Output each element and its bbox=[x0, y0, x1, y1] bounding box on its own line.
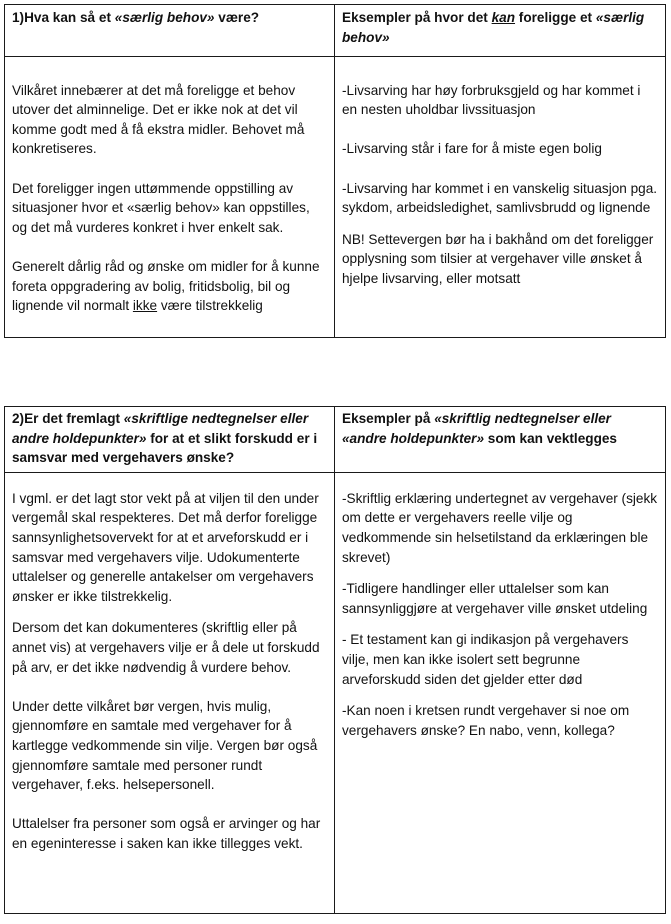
examples-2-suffix: som kan vektlegges bbox=[484, 430, 617, 446]
question-1-prefix: 1)Hva kan så et bbox=[12, 10, 115, 25]
paragraph: I vgml. er det lagt stor vekt på at viljen til den under vergemål skal respekteres. Det må derfor foreligge sannsynlighetsovervekt for at et arveforskudd er i samsvar med vergehavers vilje. Udokumenterte uttalelser og generelle antakelser om vergehavers ønsker er ikke tilstrekkelig. bbox=[12, 490, 319, 604]
paragraph-general-prefix: Generelt dårlig råd og ønske om midler for å kunne foreta oppgradering av bolig, fritidsbolig, bil og lignende vil normalt bbox=[12, 258, 320, 314]
example-item: -Livsarving har høy forbruksgjeld og har kommet i en nesten uholdbar livssituasjon bbox=[342, 82, 641, 118]
question-2-prefix: 2)Er det fremlagt bbox=[12, 411, 124, 426]
table-header-row bbox=[5, 407, 666, 473]
examples-2-body bbox=[335, 472, 666, 913]
table-body-row bbox=[5, 472, 666, 913]
table-header-row bbox=[5, 5, 666, 57]
question-1-suffix: være? bbox=[214, 10, 260, 25]
examples-1-middle: foreligge et bbox=[515, 10, 596, 25]
question-2-header bbox=[5, 407, 335, 473]
examples-1-body bbox=[335, 57, 666, 338]
note-item: NB! Settevergen bør ha i bakhånd om det foreligger opplysning som tilsier at vergehaver ville ønsket å hjelpe livsarving, eller motsatt bbox=[342, 231, 654, 286]
question-1-header bbox=[5, 5, 335, 57]
example-item: -Tidligere handlinger eller uttalelser som kan sannsynliggjøre at vergehaver ville ønsket utdeling bbox=[342, 581, 648, 616]
table-body-row bbox=[5, 57, 666, 338]
examples-1-header bbox=[335, 5, 666, 57]
table-written-records bbox=[4, 406, 666, 914]
example-item: -Skriftlig erklæring undertegnet av vergehaver (sjekk om dette er vergehavers reelle vilje og vedkommende sin helsetilstand da erklæringen ble skrevet) bbox=[342, 490, 658, 565]
paragraph: Under dette vilkåret bør vergen, hvis mulig, gjennomføre en samtale med vergehaver for å kartlegge vedkommende sin vilje. Vergen bør også gjennomføre samtale med personer rundt vergehaver, f.eks. helsepersonell. bbox=[12, 698, 318, 793]
paragraph-general bbox=[12, 257, 327, 316]
example-item: -Livsarving står i fare for å miste egen bolig bbox=[342, 141, 602, 157]
paragraph-general-suffix: være tilstrekkelig bbox=[157, 298, 263, 314]
examples-2-prefix: Eksempler på bbox=[342, 411, 435, 426]
examples-1-emphasis: «særlig behov» bbox=[342, 10, 645, 45]
paragraph-general-underlined: ikke bbox=[132, 298, 158, 314]
question-2-body bbox=[5, 472, 335, 913]
examples-1-prefix: Eksempler på hvor det bbox=[342, 10, 492, 25]
example-item: -Livsarving har kommet i en vanskelig situasjon pga. sykdom, arbeidsledighet, samlivsbrudd og lignende bbox=[342, 180, 658, 216]
examples-2-header bbox=[335, 407, 666, 473]
paragraph: Uttalelser fra personer som også er arvinger og har en egeninteresse i saken kan ikke tillegges vekt. bbox=[12, 816, 321, 851]
paragraph: Det foreligger ingen uttømmende oppstilling av situasjoner hvor et «særlig behov» kan oppstilles, og det må vurderes konkret i hver enkelt sak. bbox=[12, 180, 310, 235]
examples-1-underlined: kan bbox=[491, 10, 516, 25]
question-1-body bbox=[5, 57, 335, 338]
question-1-emphasis: «særlig behov» bbox=[114, 10, 215, 25]
example-item: -Kan noen i kretsen rundt vergehaver si noe om vergehavers ønske? En nabo, venn, kollega? bbox=[342, 703, 630, 738]
question-2-suffix: for at et slikt forskudd er i samsvar med vergehavers ønske? bbox=[12, 430, 318, 466]
question-2-emphasis: «skriftlige nedtegnelser eller andre holdepunkter» bbox=[12, 411, 309, 446]
table-special-need bbox=[4, 4, 666, 338]
paragraph: Dersom det kan dokumenteres (skriftlig eller på annet vis) at vergehavers vilje er å dele ut forskudd på arv, er det ikke nødvendig å vurdere behov. bbox=[12, 620, 320, 675]
paragraph: Vilkåret innebærer at det må foreligge et behov utover det alminnelige. Det er ikke nok at det vil komme godt med å få ekstra midler. Behovet må konkretiseres. bbox=[12, 82, 305, 157]
example-item: - Et testament kan gi indikasjon på vergehavers vilje, men kan ikke isolert sett begrunne arveforskudd siden det gjelder etter død bbox=[342, 632, 629, 687]
examples-2-emphasis: «skriftlig nedtegnelser eller «andre holdepunkter» bbox=[342, 411, 611, 446]
